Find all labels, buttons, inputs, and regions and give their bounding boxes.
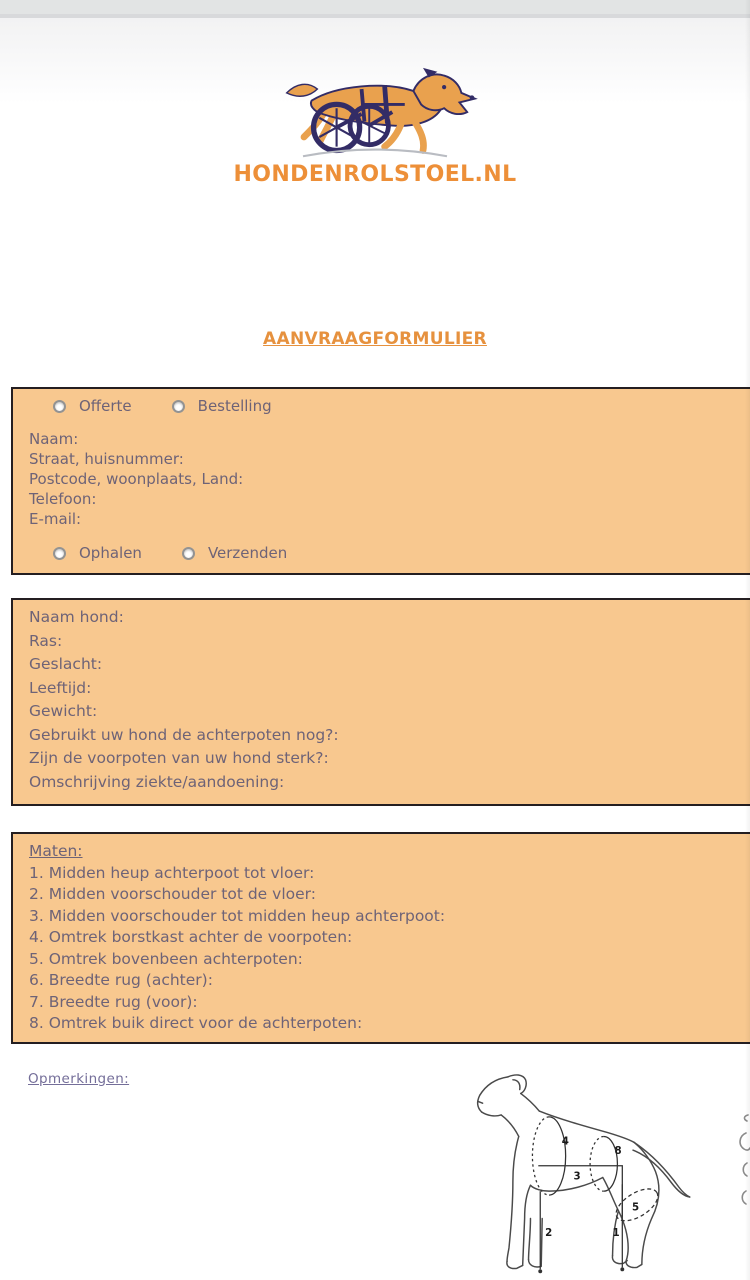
diagram-label-5: 5 [632,1201,640,1214]
dog-measurement-diagram [466,1071,720,1280]
diagram-label-4: 4 [561,1134,569,1147]
field-label-geslacht: Geslacht: [29,655,103,673]
dog-details-box [11,598,750,806]
contact-fields [29,429,740,529]
measurement-item-5: 5. Omtrek bovenbeen achterpoten: [29,949,303,968]
measurements-box [11,832,750,1044]
verzenden-radio[interactable] [182,547,195,560]
delivery-radio-group [29,543,740,563]
field-label-naam: Naam: [29,430,79,448]
offerte-radio-label[interactable]: Offerte [79,397,132,415]
bestelling-radio-label[interactable]: Bestelling [197,397,272,415]
diagram-label-1: 1 [612,1226,620,1239]
ophalen-radio[interactable] [53,547,66,560]
field-label-achterpoten: Gebruikt uw hond de achterpoten nog?: [29,725,339,744]
verzenden-radio-label[interactable]: Verzenden [207,544,288,562]
measurement-item-7: 7. Breedte rug (voor): [29,992,198,1011]
field-label-postcode: Postcode, woonplaats, Land: [29,470,244,488]
field-label-naam-hond: Naam hond: [29,608,124,626]
footer-area [0,1071,750,1280]
offerte-radio[interactable] [53,400,66,413]
field-label-voorpoten: Zijn de voorpoten van uw hond sterk?: [29,749,329,767]
opmerkingen-link[interactable]: Opmerkingen: [28,1070,130,1087]
ophalen-radio-label[interactable]: Ophalen [79,544,142,562]
measurement-item-2: 2. Midden voorschouder tot de vloer: [29,885,316,903]
field-label-ras: Ras: [29,631,63,650]
order-details-box [11,387,750,575]
field-label-gewicht: Gewicht: [29,702,98,720]
order-type-radio-group [29,396,740,416]
diagram-label-3: 3 [573,1169,581,1182]
dog-wheelchair-logo-icon [265,66,485,162]
measurements-heading: Maten: [29,842,83,860]
top-chrome-bar [0,0,750,14]
measurement-item-3: 3. Midden voorschouder tot midden heup achterpoot: [29,906,446,925]
cropped-front-view-sketch [734,1111,750,1221]
form-title: AANVRAAGFORMULIER [263,329,487,349]
field-label-straat: Straat, huisnummer: [29,450,184,468]
field-label-leeftijd: Leeftijd: [29,678,92,697]
brand-title: HONDENROLSTOEL.NL [233,162,517,187]
measurement-item-1: 1. Midden heup achterpoot tot vloer: [29,863,315,882]
measurement-item-6: 6. Breedte rug (achter): [29,971,213,989]
bestelling-radio[interactable] [172,400,185,413]
diagram-label-8: 8 [614,1144,622,1157]
field-label-ziekte: Omschrijving ziekte/aandoening: [29,772,285,791]
measurement-item-8: 8. Omtrek buik direct voor de achterpoten: [29,1014,363,1032]
field-label-telefoon: Telefoon: [29,490,97,508]
measurement-item-4: 4. Omtrek borstkast achter de voorpoten: [29,928,353,946]
site-header [0,18,750,187]
diagram-label-2: 2 [545,1226,553,1239]
field-label-email: E-mail: [29,510,82,528]
